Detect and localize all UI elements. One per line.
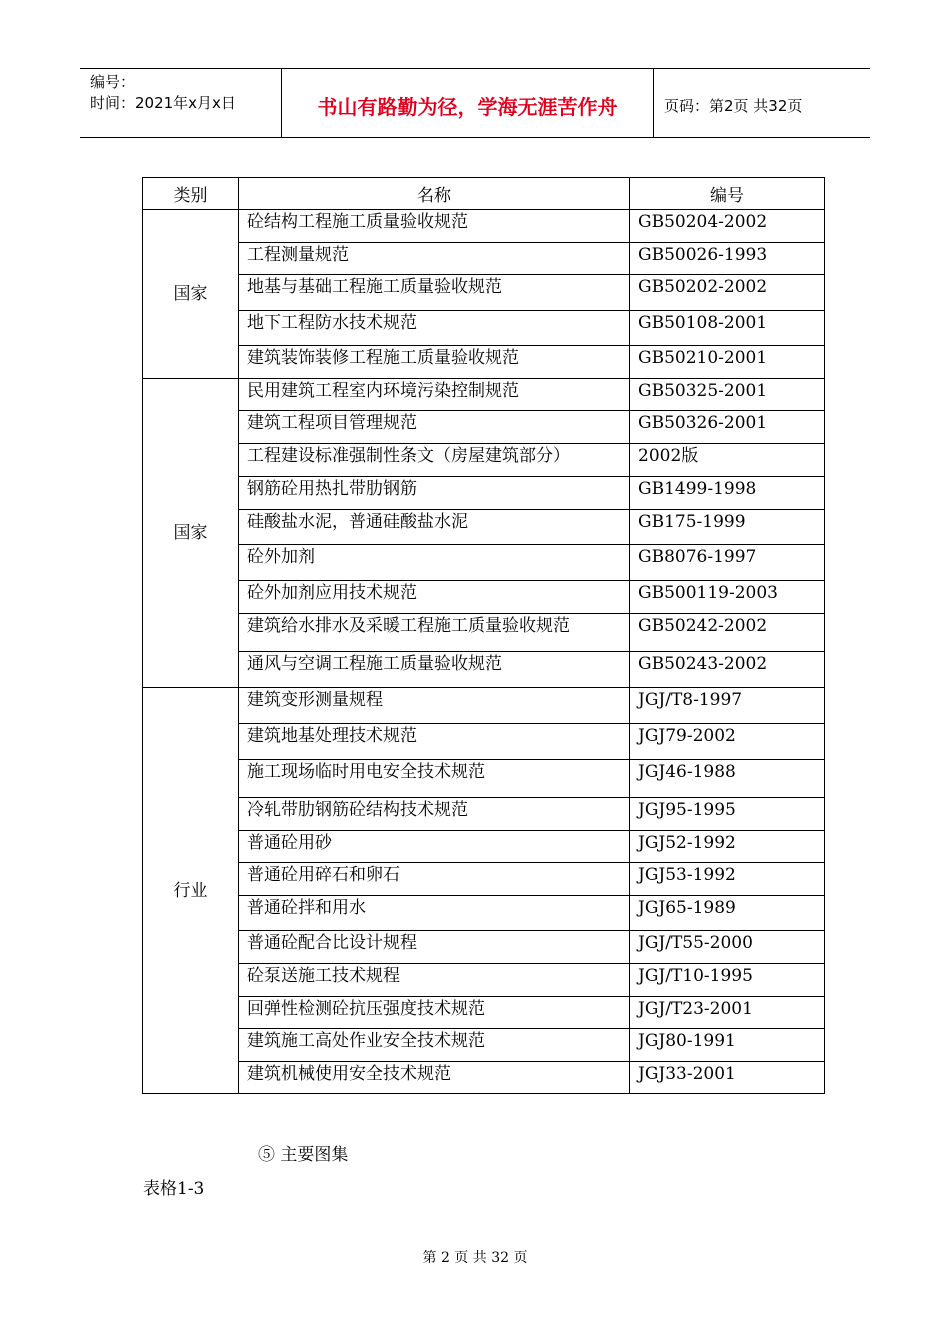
standard-name-cell: 砼结构工程施工质量验收规范 — [239, 210, 630, 243]
column-header-code: 编号 — [630, 178, 825, 210]
standard-name-cell: 建筑装饰装修工程施工质量验收规范 — [239, 346, 630, 379]
standard-code-cell: GB50108-2001 — [630, 311, 825, 346]
standard-name-cell: 冷轧带肋钢筋砼结构技术规范 — [239, 798, 630, 831]
standard-code-cell: GB50326-2001 — [630, 411, 825, 444]
table-row — [143, 210, 825, 243]
standard-code-cell: JGJ/T8-1997 — [630, 688, 825, 724]
standard-name-cell: 砼外加剂应用技术规范 — [239, 581, 630, 614]
standard-code-cell: GB500119-2003 — [630, 581, 825, 614]
standard-code-cell: GB50210-2001 — [630, 346, 825, 379]
standard-code-cell: JGJ95-1995 — [630, 798, 825, 831]
table-row — [143, 275, 825, 311]
standard-code-cell: JGJ53-1992 — [630, 863, 825, 896]
category-cell: 国家 — [143, 379, 239, 688]
standard-name-cell: 地基与基础工程施工质量验收规范 — [239, 275, 630, 311]
table-row — [143, 1029, 825, 1062]
standard-code-cell: GB50026-1993 — [630, 243, 825, 275]
standard-code-cell: GB50202-2002 — [630, 275, 825, 311]
page-header — [80, 68, 870, 138]
code-label: 编号： — [90, 73, 136, 91]
table-row — [143, 863, 825, 896]
standard-name-cell: 普通砼用砂 — [239, 831, 630, 863]
table-row — [143, 1062, 825, 1094]
standard-code-cell: JGJ/T10-1995 — [630, 964, 825, 997]
page-footer: 第 2 页 共 32 页 — [422, 1250, 528, 1266]
standard-name-cell: 普通砼拌和用水 — [239, 896, 630, 931]
table-row — [143, 798, 825, 831]
standard-name-cell: 钢筋砼用热扎带肋钢筋 — [239, 477, 630, 510]
standard-name-cell: 建筑施工高处作业安全技术规范 — [239, 1029, 630, 1062]
standard-code-cell: JGJ65-1989 — [630, 896, 825, 931]
standard-code-cell: GB50325-2001 — [630, 379, 825, 411]
standard-name-cell: 地下工程防水技术规范 — [239, 311, 630, 346]
table-row — [143, 614, 825, 652]
standard-name-cell: 建筑变形测量规程 — [239, 688, 630, 724]
table-row — [143, 545, 825, 581]
standard-name-cell: 工程建设标准强制性条文（房屋建筑部分） — [239, 444, 630, 477]
standard-code-cell: GB50242-2002 — [630, 614, 825, 652]
standard-code-cell: GB1499-1998 — [630, 477, 825, 510]
standard-name-cell: 民用建筑工程室内环境污染控制规范 — [239, 379, 630, 411]
header-left — [90, 72, 280, 114]
table-row — [143, 444, 825, 477]
standard-code-cell: JGJ/T55-2000 — [630, 931, 825, 964]
column-header-category: 类别 — [143, 178, 239, 210]
table-row — [143, 581, 825, 614]
table-row — [143, 831, 825, 863]
standard-name-cell: 砼外加剂 — [239, 545, 630, 581]
standard-name-cell: 施工现场临时用电安全技术规范 — [239, 760, 630, 798]
table-body — [143, 210, 825, 1094]
standard-code-cell: GB8076-1997 — [630, 545, 825, 581]
table-row — [143, 997, 825, 1029]
table-row — [143, 760, 825, 798]
standard-code-cell: JGJ/T23-2001 — [630, 997, 825, 1029]
table-row — [143, 379, 825, 411]
table-row — [143, 411, 825, 444]
column-header-name: 名称 — [239, 178, 630, 210]
standard-code-cell: JGJ79-2002 — [630, 724, 825, 760]
table-row — [143, 724, 825, 760]
standard-code-cell: GB50204-2002 — [630, 210, 825, 243]
table-row — [143, 964, 825, 997]
standard-name-cell: 回弹性检测砼抗压强度技术规范 — [239, 997, 630, 1029]
table-header-row — [143, 178, 825, 210]
table-row — [143, 931, 825, 964]
table-row — [143, 243, 825, 275]
standard-name-cell: 普通砼用碎石和卵石 — [239, 863, 630, 896]
standard-code-cell: JGJ80-1991 — [630, 1029, 825, 1062]
standard-name-cell: 建筑机械使用安全技术规范 — [239, 1062, 630, 1094]
table-row — [143, 311, 825, 346]
standard-name-cell: 建筑工程项目管理规范 — [239, 411, 630, 444]
standard-name-cell: 普通砼配合比设计规程 — [239, 931, 630, 964]
section-subheading: ⑤ 主要图集 — [258, 1145, 349, 1165]
standard-code-cell: 2002版 — [630, 444, 825, 477]
table-row — [143, 510, 825, 545]
table-label: 表格1-3 — [143, 1179, 205, 1199]
header-motto: 书山有路勤为径，学海无涯苦作舟 — [281, 69, 654, 137]
table-row — [143, 688, 825, 724]
table-row — [143, 346, 825, 379]
standard-code-cell: GB50243-2002 — [630, 652, 825, 688]
standard-name-cell: 工程测量规范 — [239, 243, 630, 275]
standard-code-cell: JGJ46-1988 — [630, 760, 825, 798]
standard-name-cell: 建筑地基处理技术规范 — [239, 724, 630, 760]
header-page-info: 页码：第2页 共32页 — [664, 96, 803, 115]
category-cell: 行业 — [143, 688, 239, 1094]
standard-name-cell: 砼泵送施工技术规程 — [239, 964, 630, 997]
time-label: 时间：2021年x月x日 — [90, 94, 236, 112]
standard-code-cell: GB175-1999 — [630, 510, 825, 545]
table-row — [143, 896, 825, 931]
standard-code-cell: JGJ52-1992 — [630, 831, 825, 863]
table-row — [143, 477, 825, 510]
standard-name-cell: 建筑给水排水及采暖工程施工质量验收规范 — [239, 614, 630, 652]
standard-name-cell: 硅酸盐水泥，普通硅酸盐水泥 — [239, 510, 630, 545]
standards-table — [142, 177, 825, 1094]
table-row — [143, 652, 825, 688]
category-cell: 国家 — [143, 210, 239, 379]
standard-name-cell: 通风与空调工程施工质量验收规范 — [239, 652, 630, 688]
standard-code-cell: JGJ33-2001 — [630, 1062, 825, 1094]
